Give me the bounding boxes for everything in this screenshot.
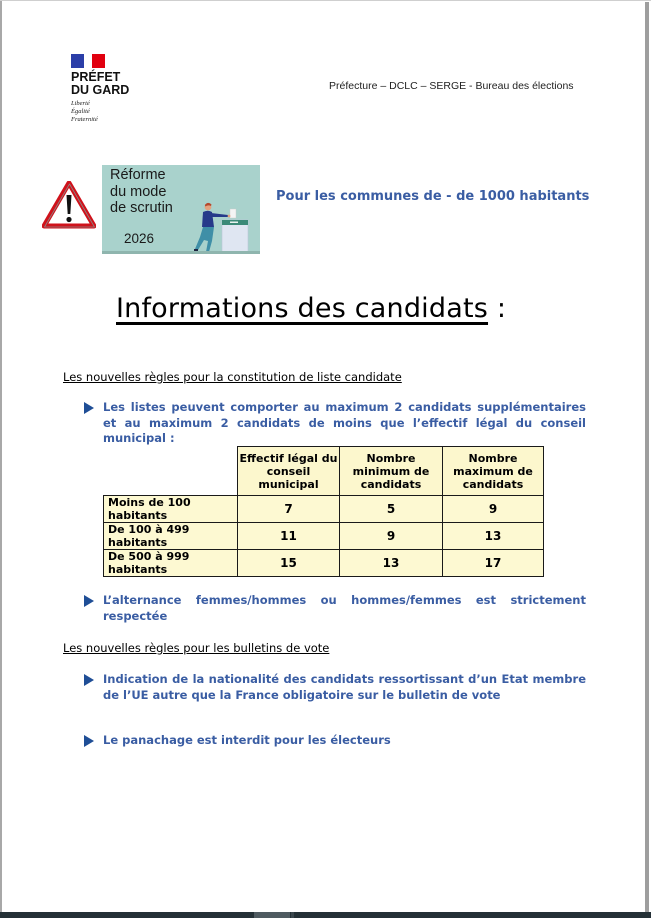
person-voting-ballot-box-icon (190, 199, 260, 254)
page-title-underlined: Informations des candidats (116, 293, 489, 324)
banner-line-1: Réforme (110, 167, 166, 183)
bullet-arrow-icon (84, 402, 94, 414)
table-cell: 17 (443, 550, 544, 577)
bullet-text: Les listes peuvent comporter au maximum 2 candidats supplémentaires et au maximum 2 candidats de moins que l’effectif légal du conseil municipal : (103, 400, 586, 445)
table-cell: 9 (340, 523, 443, 550)
logo-title-line2: DU GARD (71, 83, 130, 97)
bullet-item (84, 400, 586, 447)
bullet-item (84, 733, 586, 749)
table-cell: 13 (443, 523, 544, 550)
table-row (104, 523, 544, 550)
table-row-label: De 100 à 499 habitants (104, 523, 238, 550)
table-cell: 15 (238, 550, 340, 577)
service-header: Préfecture – DCLC – SERGE - Bureau des élections (329, 80, 574, 92)
bullet-arrow-icon (84, 735, 94, 747)
table-cell: 13 (340, 550, 443, 577)
prefet-logo (71, 54, 129, 124)
bullet-text: Indication de la nationalité des candidats ressortissant d’un Etat membre de l’UE autre que la France obligatoire sur le bulletin de vote (103, 672, 586, 702)
banner-floor (102, 251, 260, 254)
communes-subtitle: Pour les communes de - de 1000 habitants (276, 189, 590, 204)
table-header-row (104, 447, 544, 496)
banner-year: 2026 (124, 231, 155, 246)
table-corner-cell (104, 447, 238, 496)
bullet-arrow-icon (84, 674, 94, 686)
table-cell: 5 (340, 496, 443, 523)
marianne-flag-icon (71, 54, 105, 68)
bullet-text: Le panachage est interdit pour les électeurs (103, 733, 391, 747)
motto-liberte: Liberté (71, 100, 90, 107)
bullet-item (84, 593, 586, 624)
scrollbar-marker (291, 912, 294, 918)
table-header-cell: Nombre minimum de candidats (340, 447, 443, 496)
table-header-cell: Nombre maximum de candidats (443, 447, 544, 496)
bullet-text: L’alternance femmes/hommes ou hommes/femmes est strictement respectée (103, 593, 586, 623)
page-title (116, 293, 506, 324)
bullet-arrow-icon (84, 595, 94, 607)
page-left-border (0, 1, 2, 913)
banner-line-3: de scrutin (110, 200, 173, 216)
horizontal-scrollbar[interactable] (0, 912, 651, 918)
table-cell: 7 (238, 496, 340, 523)
logo-title-line1: PRÉFET (71, 70, 121, 84)
section-heading-liste: Les nouvelles règles pour la constitution de liste candidate (63, 370, 402, 384)
motto-fraternite: Fraternité (71, 116, 98, 123)
bullet-item (84, 672, 586, 703)
logo-motto (71, 100, 129, 124)
table-cell: 11 (238, 523, 340, 550)
candidates-table (103, 446, 544, 577)
motto-egalite: Égalité (71, 108, 90, 115)
table-cell: 9 (443, 496, 544, 523)
table-header-cell: Effectif légal du conseil municipal (238, 447, 340, 496)
table-row (104, 496, 544, 523)
section-heading-bulletins: Les nouvelles règles pour les bulletins de vote (63, 641, 330, 655)
warning-triangle-icon (42, 181, 96, 229)
vertical-scrollbar[interactable] (645, 2, 649, 913)
table-row-label: De 500 à 999 habitants (104, 550, 238, 577)
scrollbar-thumb[interactable] (254, 912, 290, 918)
banner-line-2: du mode (110, 183, 167, 200)
logo-title (71, 71, 129, 97)
table-row (104, 550, 544, 577)
page-title-colon: : (488, 293, 507, 324)
banner-text (110, 167, 173, 217)
table-row-label: Moins de 100 habitants (104, 496, 238, 523)
reform-banner (102, 165, 260, 254)
